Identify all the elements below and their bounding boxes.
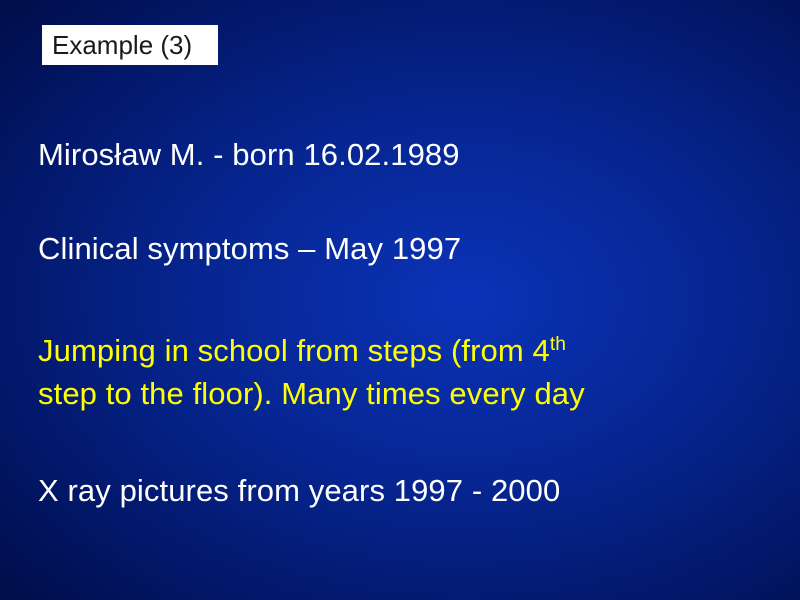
title-box (42, 25, 218, 65)
birth-line: Mirosław M. - born 16.02.1989 (38, 137, 460, 172)
jumping-line-2: step to the floor). Many times every day (38, 376, 585, 411)
ordinal-superscript: th (549, 334, 567, 356)
xray-line: X ray pictures from years 1997 - 2000 (38, 473, 561, 508)
symptoms-line: Clinical symptoms – May 1997 (38, 231, 462, 266)
jumping-line-1 (38, 332, 566, 369)
slide-title: Example (3) (52, 29, 193, 60)
jumping-line-1-text: Jumping in school from steps (from 4 (38, 333, 550, 368)
